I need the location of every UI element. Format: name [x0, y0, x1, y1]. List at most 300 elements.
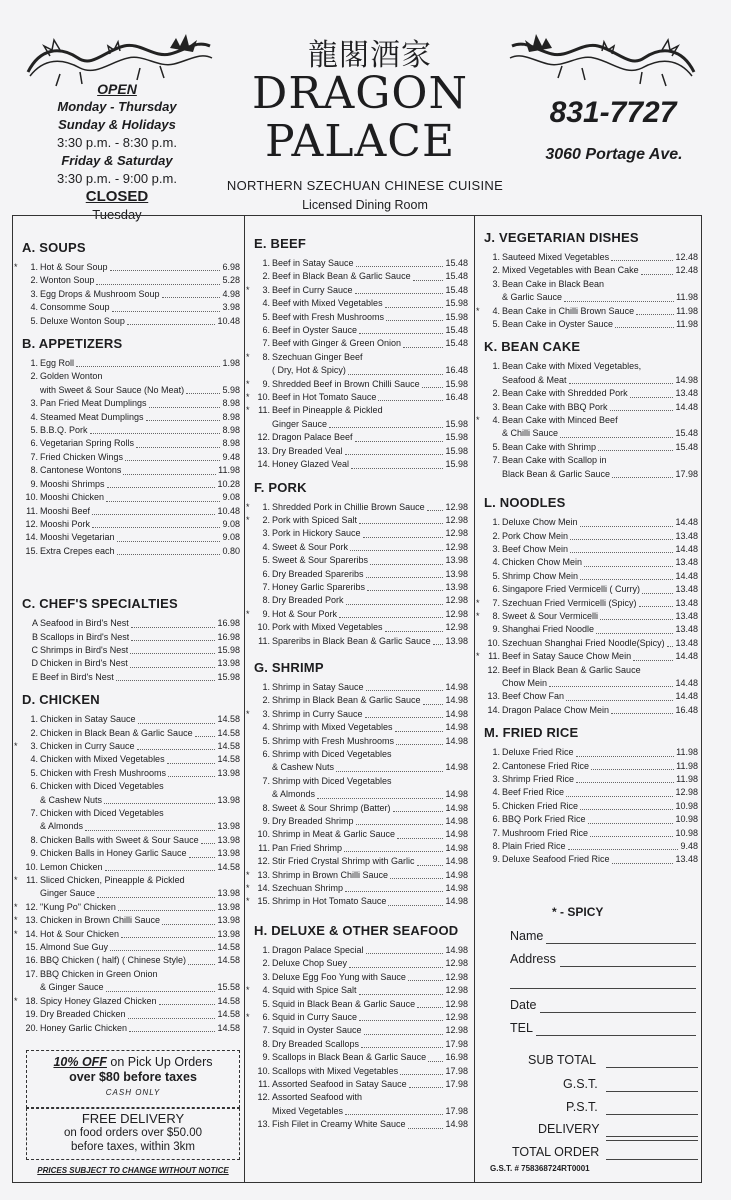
subtotal-label: SUB TOTAL — [528, 1053, 597, 1067]
item-name: Deluxe Chow Mein — [502, 517, 578, 528]
item-price: 16.48 — [445, 365, 468, 376]
dot-leader — [566, 700, 673, 701]
menu-item — [484, 264, 698, 277]
item-price: 15.98 — [445, 311, 468, 322]
item-price: 15.98 — [445, 418, 468, 429]
menu-item — [484, 840, 698, 853]
menu-item — [246, 869, 468, 882]
item-name: Beef with Mixed Vegetables — [272, 298, 383, 309]
menu-item — [14, 901, 240, 914]
item-price: 5.28 — [222, 275, 240, 286]
item-name: Ginger Sauce — [40, 888, 96, 899]
item-number: 6. — [492, 584, 500, 595]
order-date-label: Date — [510, 998, 537, 1012]
dot-leader — [336, 771, 443, 772]
item-price: 13.98 — [217, 821, 240, 832]
item-number: 14. — [25, 532, 38, 543]
dot-leader — [636, 314, 674, 315]
item-name: Hot & Sour Soup — [40, 262, 108, 272]
dot-leader — [117, 541, 221, 542]
gst-field[interactable] — [606, 1091, 698, 1092]
dot-leader — [422, 387, 444, 388]
menu-item — [254, 324, 468, 337]
dot-leader — [106, 501, 220, 502]
column-divider-1 — [244, 215, 245, 1183]
free-delivery-title: FREE DELIVERY — [81, 1111, 185, 1126]
spicy-marker: * — [14, 875, 18, 886]
spicy-marker: * — [14, 901, 18, 912]
price-notice: PRICES SUBJECT TO CHANGE WITHOUT NOTICE — [37, 1166, 229, 1175]
item-number: 13. — [257, 869, 270, 880]
menu-item — [254, 681, 468, 694]
item-price: 14.48 — [675, 691, 698, 702]
item-price: 14.98 — [445, 829, 468, 840]
item-price: 13.48 — [675, 624, 698, 635]
dot-leader — [128, 1018, 216, 1019]
item-price: 14.98 — [445, 1119, 468, 1130]
item-number: 4. — [30, 754, 38, 765]
dot-leader — [92, 527, 220, 528]
dot-leader — [568, 849, 679, 850]
spicy-marker: * — [246, 351, 250, 362]
item-name: Bean Cake in Black Bean — [502, 278, 605, 289]
menu-item-list — [246, 257, 468, 472]
item-number: 11. — [258, 1078, 270, 1089]
item-name: Beef in Black Bean & Garlic Sauce — [272, 271, 411, 282]
menu-item — [484, 760, 698, 773]
item-name: Dry Breaded Spareribs — [272, 568, 364, 579]
menu-item — [22, 397, 240, 410]
pickup-discount-box — [26, 1050, 240, 1108]
free-delivery-line3: before taxes, within 3km — [70, 1141, 195, 1153]
hours-time-2: 3:30 p.m. - 9:00 p.m. — [57, 171, 177, 186]
order-address-field[interactable] — [560, 966, 696, 967]
item-name: Spareribs in Black Bean & Garlic Sauce — [272, 635, 431, 646]
menu-item — [22, 617, 240, 630]
section-title: H. DELUXE & OTHER SEAFOOD — [254, 922, 459, 938]
dot-leader — [611, 260, 673, 261]
pst-field[interactable] — [606, 1114, 698, 1115]
item-name: Squid in Curry Sauce — [272, 1011, 358, 1022]
item-name: Bean Cake with Minced Beef — [502, 415, 618, 426]
item-price: 12.98 — [445, 998, 468, 1009]
dot-leader — [588, 823, 674, 824]
item-price: 14.98 — [445, 883, 468, 894]
menu-item — [22, 794, 240, 807]
free-delivery-box — [26, 1108, 240, 1160]
item-number: 2. — [492, 530, 500, 541]
item-price: 15.98 — [217, 671, 240, 682]
item-number: 10. — [257, 392, 270, 403]
item-price: 13.98 — [217, 928, 240, 939]
menu-item — [254, 270, 468, 283]
dot-leader — [408, 980, 444, 981]
item-name: Cantonese Wontons — [40, 465, 122, 476]
item-name: Egg Roll — [40, 358, 75, 369]
item-number: 7. — [262, 775, 270, 786]
item-name: Dry Breaded Veal — [272, 445, 343, 456]
menu-item — [484, 827, 698, 840]
item-name: Sliced Chicken, Pineapple & Pickled — [40, 875, 185, 886]
item-name: Chicken with Diced Vegetables — [40, 781, 164, 792]
item-number: 10. — [487, 637, 500, 648]
dot-leader — [639, 606, 674, 607]
item-price: 13.48 — [675, 584, 698, 595]
item-number: 8. — [262, 351, 270, 362]
item-price: 13.48 — [675, 610, 698, 621]
item-name: ( Dry, Hot & Spicy) — [272, 365, 346, 376]
dragon-illustration-right — [506, 28, 702, 90]
item-name: Mooshi Chicken — [40, 492, 105, 503]
item-number: 13. — [257, 445, 270, 456]
dot-leader — [630, 397, 674, 398]
item-name: Honey Glazed Veal — [272, 459, 350, 470]
item-price: 14.98 — [445, 856, 468, 867]
item-number: 3. — [262, 284, 270, 295]
item-name: Pork with Mixed Vegetables — [272, 622, 383, 633]
menu-item — [254, 297, 468, 310]
menu-item — [484, 530, 698, 543]
dot-leader — [136, 447, 220, 448]
item-number: 2. — [30, 727, 38, 738]
dot-leader — [417, 1007, 443, 1008]
menu-item — [14, 914, 240, 927]
menu-item — [246, 895, 468, 908]
menu-item — [484, 813, 698, 826]
dot-leader — [356, 824, 444, 825]
dot-leader — [612, 477, 673, 478]
item-number: 12. — [257, 1092, 270, 1103]
item-number: 5. — [492, 570, 500, 581]
item-name: Vegetarian Spring Rolls — [40, 438, 135, 449]
dot-leader — [130, 653, 215, 654]
item-name: Golden Wonton — [40, 371, 103, 382]
item-name: Sweet & Sour Shrimp (Batter) — [272, 802, 391, 813]
item-number: 1. — [262, 681, 270, 692]
item-price: 14.48 — [675, 677, 698, 688]
item-name: Beef Chow Mein — [502, 543, 569, 554]
item-price: 17.98 — [445, 1038, 468, 1049]
item-name: Dry Breaded Shrimp — [272, 816, 354, 827]
item-number: 2. — [492, 388, 500, 399]
item-name: Beef in Satay Sauce Chow Mein — [502, 651, 632, 662]
item-number: 2. — [492, 760, 500, 771]
item-price: 12.98 — [445, 514, 468, 525]
menu-item — [254, 257, 468, 270]
spicy-marker: * — [246, 883, 250, 894]
item-number: 9. — [492, 624, 500, 635]
dot-leader — [365, 717, 444, 718]
dot-leader — [612, 863, 674, 864]
menu-item — [254, 418, 468, 431]
item-price: 14.98 — [445, 762, 468, 773]
menu-item — [14, 928, 240, 941]
menu-item — [22, 713, 240, 726]
spicy-marker: * — [246, 869, 250, 880]
item-name: Sweet & Sour Pork — [272, 541, 349, 552]
item-price: 12.98 — [675, 787, 698, 798]
dot-leader — [159, 1004, 216, 1005]
spicy-marker: * — [14, 740, 18, 751]
menu-item — [254, 694, 468, 707]
restaurant-name-line2: PALACE — [264, 116, 456, 167]
item-name: Wonton Soup — [40, 275, 95, 286]
menu-item — [254, 431, 468, 444]
dot-leader — [162, 924, 215, 925]
menu-item — [22, 847, 240, 860]
delivery-field[interactable] — [606, 1136, 698, 1137]
hours-days-1: Monday - Thursday — [57, 99, 177, 114]
dot-leader — [610, 410, 674, 411]
item-price: 15.48 — [445, 258, 468, 268]
menu-item — [22, 491, 240, 504]
menu-item — [246, 984, 468, 997]
item-name: BBQ Pork Fried Rice — [502, 814, 586, 825]
item-name: Cantonese Fried Rice — [502, 760, 590, 771]
item-name: Shrimp with Diced Vegetables — [272, 775, 392, 786]
menu-item — [254, 621, 468, 634]
item-number: 8. — [30, 834, 38, 845]
item-number: 1. — [30, 262, 38, 272]
item-number: 17. — [25, 968, 38, 979]
menu-section — [476, 230, 698, 331]
item-price: 17.98 — [445, 1078, 468, 1089]
menu-item — [254, 998, 468, 1011]
item-price: 15.48 — [445, 284, 468, 295]
dot-leader — [596, 633, 673, 634]
menu-item — [22, 981, 240, 994]
total-order-field[interactable] — [606, 1159, 698, 1160]
menu-item-list — [246, 501, 468, 648]
menu-item — [22, 644, 240, 657]
dot-leader — [131, 627, 216, 628]
item-price: 12.98 — [445, 608, 468, 619]
item-price: 13.98 — [217, 901, 240, 912]
menu-item — [22, 315, 240, 328]
menu-item — [484, 583, 698, 596]
item-name: Pork in Hickory Sauce — [272, 528, 361, 539]
item-price: 14.98 — [445, 695, 468, 706]
menu-item — [254, 788, 468, 801]
item-name: Black Bean & Garlic Sauce — [502, 468, 611, 479]
item-name: Chow Mein — [502, 677, 548, 688]
menu-item — [254, 1118, 468, 1131]
item-number: 1. — [492, 747, 500, 758]
item-price: 10.28 — [217, 478, 240, 489]
item-number: 7. — [262, 338, 270, 349]
restaurant-name-line1: DRAGON — [252, 68, 468, 119]
item-price: 15.48 — [675, 428, 698, 439]
menu-column-1 — [14, 240, 240, 1035]
menu-item — [254, 721, 468, 734]
item-name: Beef with Fresh Mushrooms — [272, 311, 385, 322]
menu-item — [254, 1078, 468, 1091]
dot-leader — [350, 550, 443, 551]
menu-section — [22, 596, 240, 684]
menu-item — [254, 635, 468, 648]
item-number: 7. — [30, 451, 38, 462]
item-price: 11.98 — [218, 465, 240, 476]
menu-item — [246, 501, 468, 514]
dot-leader — [397, 838, 443, 839]
item-number: C — [31, 644, 38, 655]
order-name-label: Name — [510, 929, 544, 943]
item-name: Shrimps in Bird's Nest — [40, 644, 129, 655]
item-number: 6. — [262, 568, 270, 579]
restaurant-name — [230, 70, 490, 166]
item-number: 19. — [25, 1009, 38, 1020]
spicy-marker: * — [246, 608, 250, 619]
item-price: 11.98 — [676, 747, 698, 758]
gst-number: G.S.T. # 758368724RT0001 — [490, 1164, 590, 1173]
spicy-marker: * — [476, 610, 480, 621]
item-name: & Almonds — [40, 821, 84, 832]
dot-leader — [641, 274, 674, 275]
menu-column-2 — [246, 236, 468, 1132]
promo-line2: over $80 before taxes — [69, 1070, 197, 1084]
dot-leader — [195, 736, 216, 737]
menu-item — [484, 786, 698, 799]
item-number: 4. — [492, 305, 500, 316]
item-number: 10. — [257, 622, 270, 633]
item-price: 14.98 — [445, 681, 468, 692]
item-price: 13.98 — [445, 581, 468, 592]
item-name: Extra Crepes each — [40, 545, 115, 556]
item-price: 12.48 — [675, 265, 698, 276]
dot-leader — [348, 374, 444, 375]
dot-leader — [351, 468, 443, 469]
section-title: F. PORK — [254, 479, 307, 495]
item-name: & Ginger Sauce — [40, 982, 104, 993]
item-name: Shrimp in Meat & Garlic Sauce — [272, 829, 396, 840]
menu-item — [254, 944, 468, 957]
item-name: Mixed Vegetables — [272, 1105, 344, 1116]
dot-leader — [112, 311, 221, 312]
menu-item — [254, 802, 468, 815]
menu-item — [476, 414, 698, 427]
menu-item — [254, 311, 468, 324]
item-number: 7. — [492, 597, 500, 608]
item-price: 14.98 — [445, 802, 468, 813]
section-title: G. SHRIMP — [254, 659, 324, 675]
menu-item — [22, 451, 240, 464]
item-number: 4. — [30, 411, 38, 422]
item-price: 14.98 — [445, 816, 468, 827]
item-price: 14.98 — [445, 708, 468, 719]
item-number: 5. — [262, 311, 270, 322]
dot-leader — [110, 270, 221, 271]
item-name: Beef in Hot Tomato Sauce — [272, 392, 377, 403]
phone-number: 831-7727 — [549, 96, 677, 129]
order-address-field-2[interactable] — [510, 988, 696, 989]
item-price: 13.48 — [675, 388, 698, 399]
dot-leader — [339, 617, 443, 618]
item-price: 12.98 — [445, 971, 468, 982]
item-price: 14.98 — [445, 842, 468, 853]
order-date-field[interactable] — [540, 1012, 696, 1013]
spicy-marker: * — [246, 514, 250, 525]
item-number: 4. — [262, 722, 270, 733]
item-name: Beef in Satay Sauce — [272, 258, 354, 268]
item-name: Deluxe Egg Foo Yung with Sauce — [272, 971, 406, 982]
item-name: Beef in Black Bean & Garlic Sauce — [502, 664, 641, 675]
item-number: 6. — [262, 325, 270, 336]
dot-leader — [107, 487, 216, 488]
menu-item — [484, 677, 698, 690]
subtotal-field[interactable] — [606, 1067, 698, 1068]
item-price: 15.48 — [445, 271, 468, 282]
item-price: 12.98 — [445, 501, 468, 512]
menu-item — [246, 708, 468, 721]
item-name: Chicken in Satay Sauce — [40, 714, 136, 725]
item-price: 15.48 — [675, 441, 698, 452]
spicy-marker: * — [246, 392, 250, 403]
item-name: Shrimp in Curry Sauce — [272, 708, 363, 719]
dot-leader — [591, 769, 674, 770]
menu-section — [484, 725, 698, 867]
menu-item — [22, 807, 240, 820]
dot-leader — [549, 686, 673, 687]
licensed-subtitle: Licensed Dining Room — [302, 198, 428, 212]
dot-leader — [168, 776, 215, 777]
dot-leader — [123, 474, 216, 475]
menu-item — [254, 445, 468, 458]
item-name: Chicken in Curry Sauce — [40, 740, 135, 751]
item-number: 14. — [257, 883, 270, 894]
menu-item — [484, 468, 698, 481]
free-delivery-line2: on food orders over $50.00 — [63, 1127, 203, 1139]
item-number: 4. — [30, 302, 38, 313]
menu-item-list — [476, 516, 698, 717]
dot-leader — [125, 460, 220, 461]
item-number: 9. — [262, 1052, 270, 1063]
menu-section — [22, 336, 240, 558]
item-price: 0.80 — [222, 545, 240, 556]
item-price: 13.48 — [675, 637, 698, 648]
item-price: 10.98 — [675, 814, 698, 825]
dot-leader — [570, 552, 673, 553]
item-price: 14.48 — [675, 543, 698, 554]
spicy-legend-star: * — [552, 905, 557, 919]
item-price: 5.98 — [222, 384, 240, 395]
dot-leader — [395, 731, 444, 732]
item-price: 13.98 — [445, 568, 468, 579]
item-number: 11. — [258, 405, 270, 416]
item-price: 14.98 — [445, 896, 468, 907]
item-name: Fish Filet in Creamy White Sauce — [272, 1119, 406, 1130]
menu-item — [246, 378, 468, 391]
item-price: 9.48 — [222, 451, 240, 462]
item-name: & Garlic Sauce — [502, 292, 563, 303]
item-price: 9.08 — [222, 532, 240, 543]
item-price: 14.58 — [217, 754, 240, 765]
dot-leader — [121, 937, 215, 938]
item-name: Hot & Sour Chicken — [40, 928, 120, 939]
item-number: 2. — [262, 958, 270, 969]
item-number: 5. — [30, 315, 38, 326]
spicy-marker: * — [246, 284, 250, 295]
item-name: Dry Breaded Pork — [272, 595, 344, 606]
item-number: 13. — [257, 1119, 270, 1130]
menu-item — [484, 291, 698, 304]
menu-item — [22, 370, 240, 383]
order-name-field[interactable] — [546, 943, 696, 944]
order-tel-field[interactable] — [536, 1035, 696, 1036]
menu-item — [484, 387, 698, 400]
dot-leader — [633, 660, 673, 661]
dot-leader — [92, 514, 215, 515]
item-name: Deluxe Chop Suey — [272, 958, 348, 969]
